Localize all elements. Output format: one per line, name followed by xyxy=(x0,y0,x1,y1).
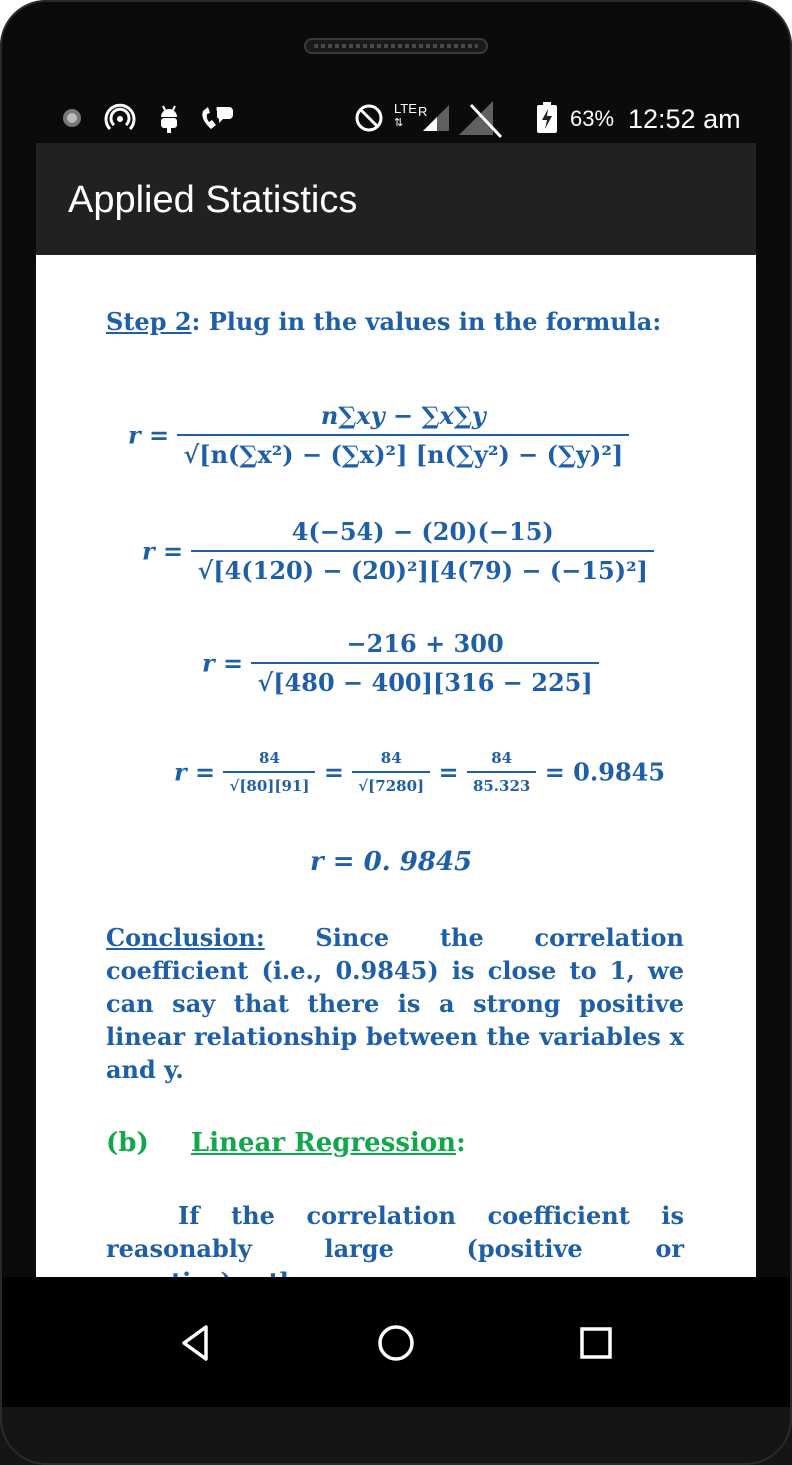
section-b-label: (b) xyxy=(106,1128,149,1158)
formula-result: = 0.9845 xyxy=(544,757,666,787)
conclusion-text: Since the correlation coefficient (i.e., 0.9845) is close to 1, we can say that there is a strong positive linear relationship between the variables x and y. xyxy=(106,923,684,1084)
clock: 12:52 am xyxy=(628,104,741,134)
step-text: : Plug in the values in the formula: xyxy=(191,307,662,336)
section-b-heading xyxy=(106,1127,466,1160)
formula-computation xyxy=(174,749,665,795)
formula-lhs: r = xyxy=(142,536,184,566)
document-view[interactable] xyxy=(36,255,756,1277)
home-icon[interactable] xyxy=(358,1305,434,1381)
formula-general xyxy=(128,401,629,469)
battery-percent: 63% xyxy=(570,106,615,131)
fraction-1-denominator: √[80][91] xyxy=(223,771,315,795)
formula-lhs: r = xyxy=(202,648,244,678)
conclusion-paragraph xyxy=(106,921,684,1086)
recents-icon[interactable] xyxy=(558,1305,634,1381)
no-signal-icon xyxy=(456,104,504,132)
lte-label: LTE xyxy=(394,101,417,116)
equals-sign: = xyxy=(323,757,344,787)
step-label: Step 2 xyxy=(106,307,192,336)
record-icon xyxy=(58,104,86,132)
formula-numerator: n∑xy − ∑x∑y xyxy=(320,401,486,430)
do-not-disturb-icon xyxy=(352,104,386,132)
fraction-3-numerator: 84 xyxy=(491,749,513,767)
formula-denominator: √[4(120) − (20)²][4(79) − (−15)²] xyxy=(191,550,654,585)
formula-simplified xyxy=(202,629,599,697)
hotspot-icon xyxy=(104,104,136,132)
step-heading xyxy=(106,307,684,336)
conclusion-label: Conclusion: xyxy=(106,923,265,952)
formula-denominator: √[480 − 400][316 − 225] xyxy=(251,662,598,697)
phone-chin xyxy=(0,1407,792,1465)
fraction-2-numerator: 84 xyxy=(380,749,402,767)
battery-charging-icon xyxy=(534,104,560,132)
wifi-calling-icon xyxy=(196,104,234,132)
app-title: Applied Statistics xyxy=(68,179,358,221)
roaming-label: R xyxy=(418,104,428,119)
formula-denominator: √[n(∑x²) − (∑x)²] [n(∑y²) − (∑y)²] xyxy=(177,434,629,469)
navigation-bar xyxy=(0,1277,792,1407)
formula-numerator: −216 + 300 xyxy=(346,629,504,658)
signal-icon xyxy=(420,104,452,132)
equals-sign: = xyxy=(438,757,459,787)
section-b-title: Linear Regression xyxy=(190,1128,457,1158)
back-icon[interactable] xyxy=(158,1305,234,1381)
data-arrows-icon: ⇅ xyxy=(394,117,404,129)
section-b-colon: : xyxy=(456,1128,466,1158)
fraction-2-denominator: √[7280] xyxy=(352,771,430,795)
android-debug-icon xyxy=(154,104,184,132)
formula-lhs: r = xyxy=(128,420,170,450)
fraction-3-denominator: 85.323 xyxy=(467,771,536,795)
section-b-paragraph: If the correlation coefficient is reasonably large (positive or xyxy=(106,1201,684,1263)
status-bar xyxy=(36,92,756,144)
formula-numerator: 4(−54) − (20)(−15) xyxy=(291,517,554,546)
app-bar xyxy=(36,143,756,255)
earpiece-speaker xyxy=(304,38,488,54)
formula-substituted xyxy=(142,517,654,585)
fraction-1-numerator: 84 xyxy=(259,749,280,767)
formula-final: r = 0. 9845 xyxy=(310,847,473,877)
formula-lhs: r = xyxy=(174,757,216,787)
